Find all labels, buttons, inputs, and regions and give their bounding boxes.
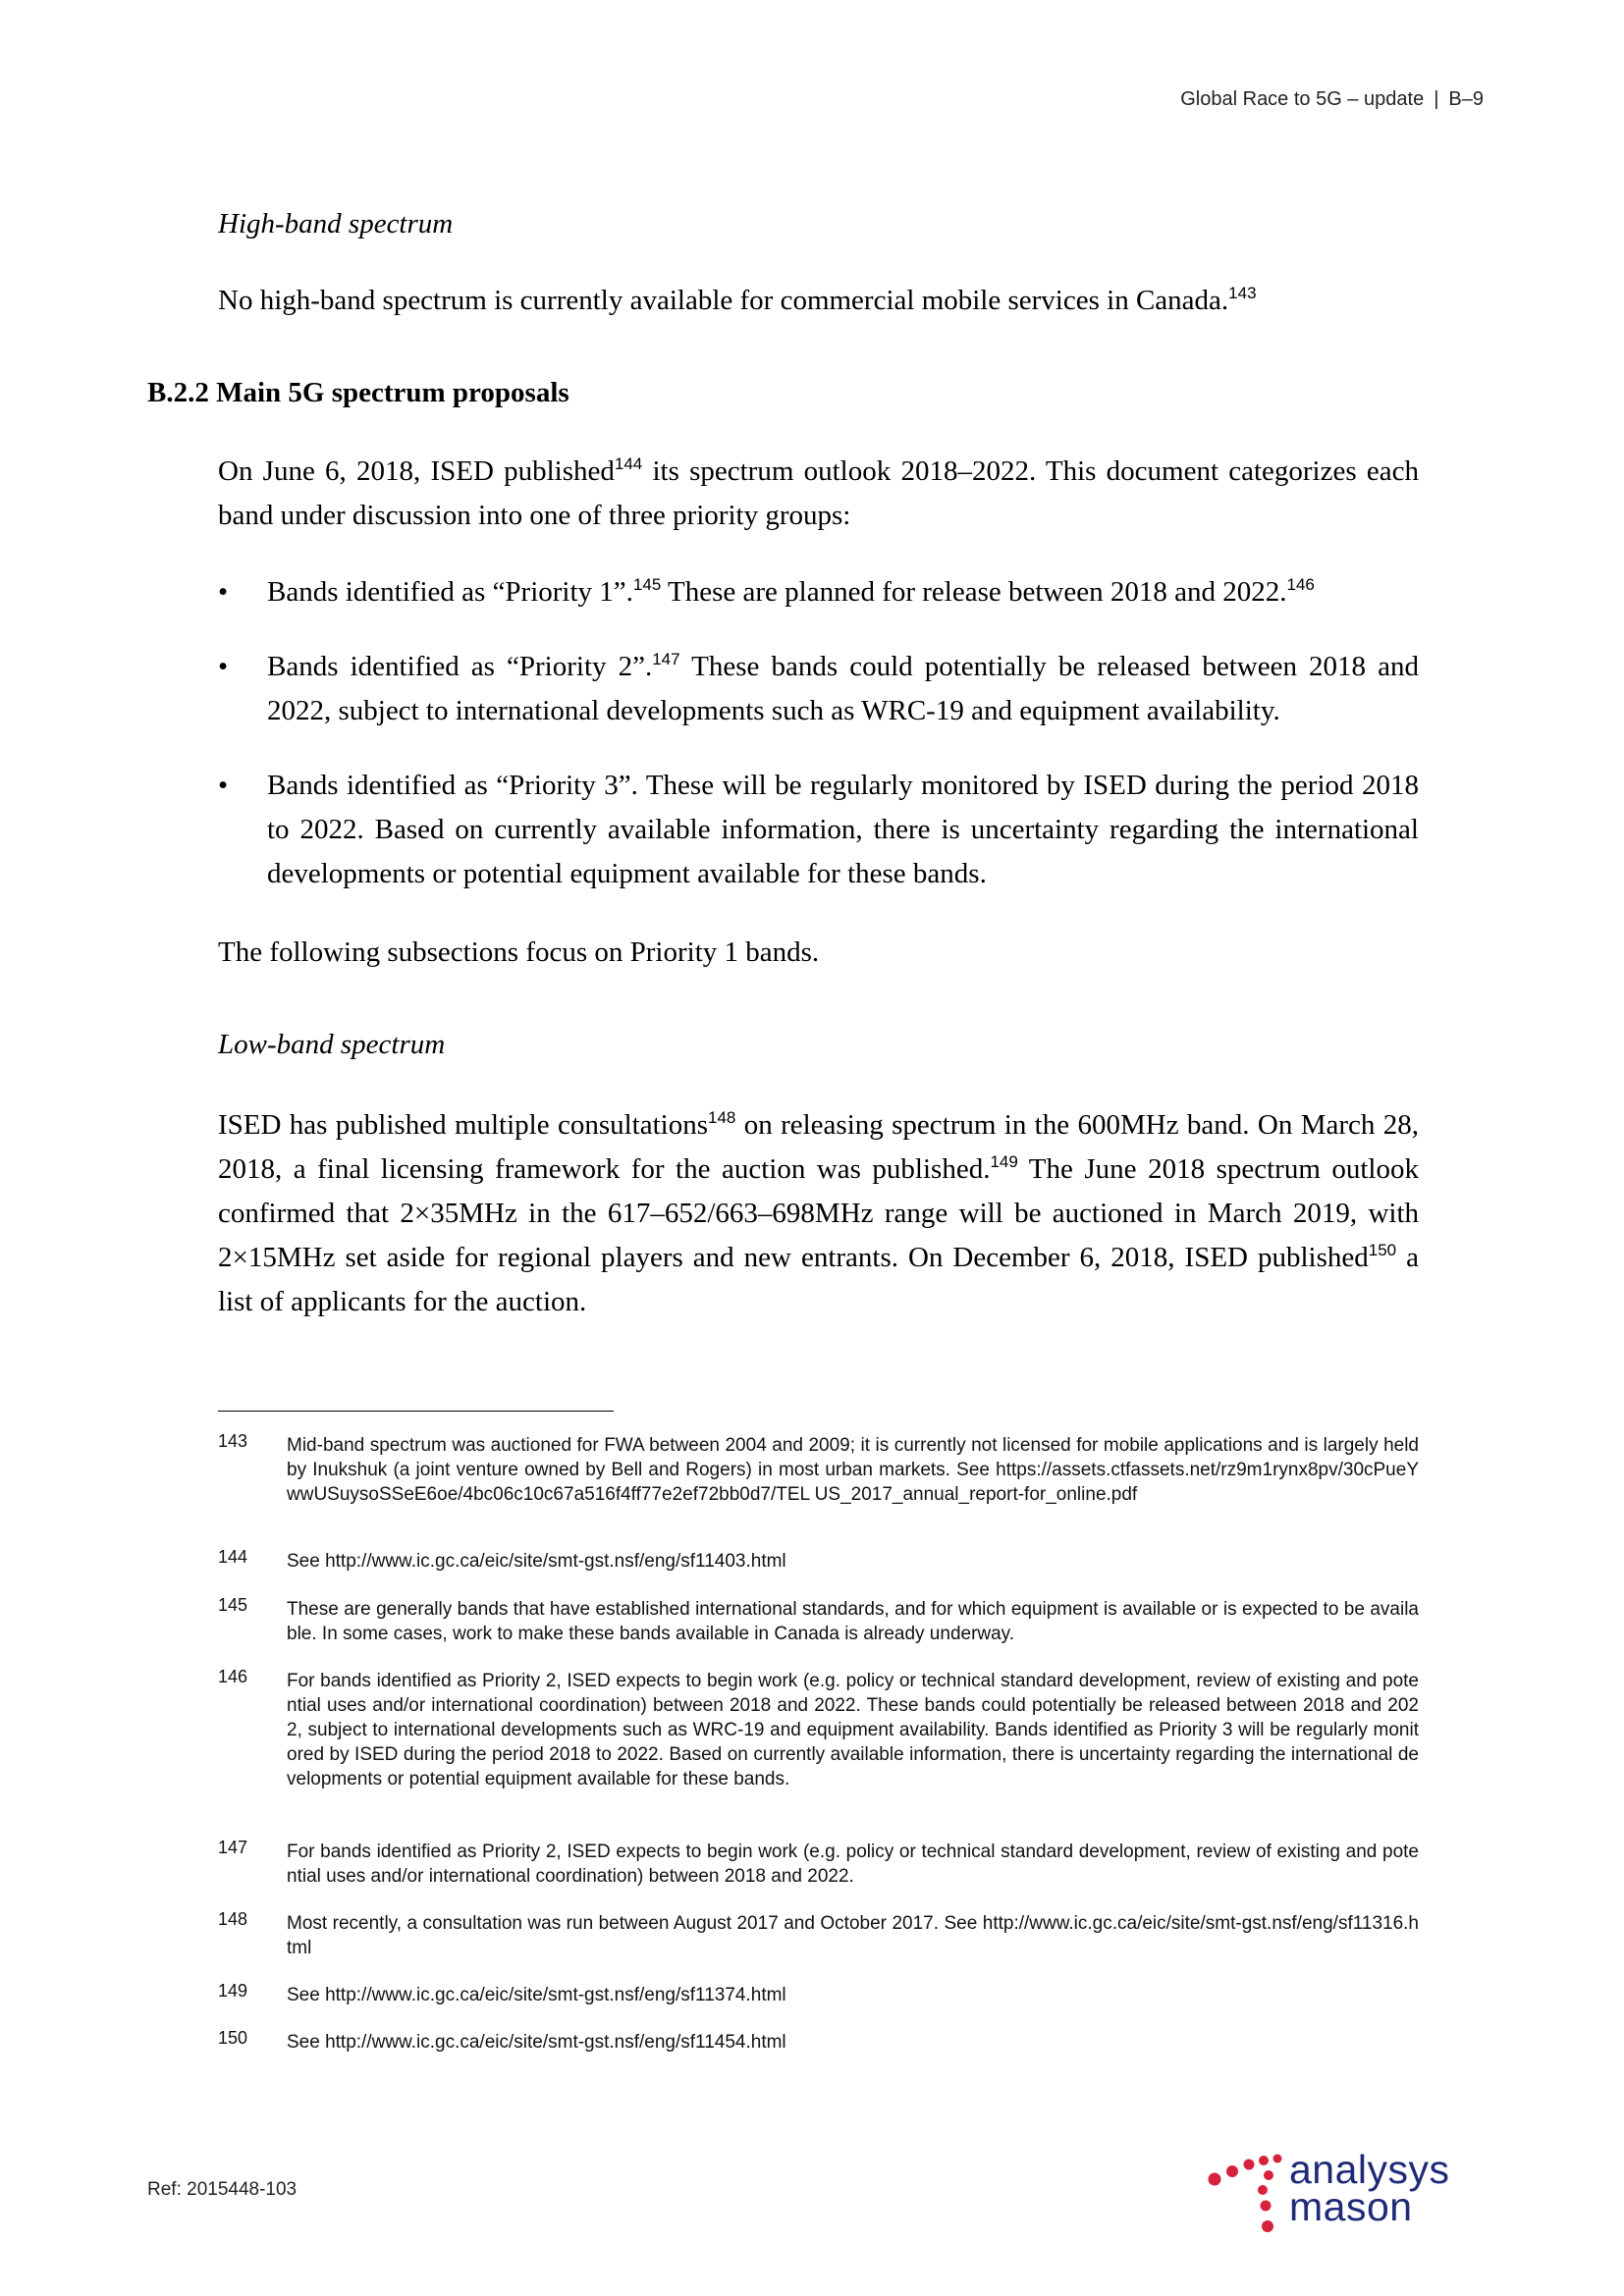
footnote-text: These are generally bands that have established international standards, and for which equipment is available or is expected to be available. In some cases, work to make these bands available in Canada is already underway. <box>287 1599 1419 1644</box>
footnote-ref-148[interactable]: 148 <box>708 1108 736 1127</box>
footnote-148 <box>218 1911 1419 1960</box>
subsections-note: The following subsections focus on Priority 1 bands. <box>218 936 820 968</box>
low-band-text-2: on releasing spectrum in the 600MHz band. On March 28, 2018, a final licensing framework for the auction was published. <box>218 1109 1419 1185</box>
footnote-144 <box>218 1549 1419 1574</box>
low-band-paragraph <box>218 1103 1419 1324</box>
footnote-ref-145[interactable]: 145 <box>632 575 662 594</box>
footnote-number: 149 <box>218 1981 248 2001</box>
footnote-ref-146[interactable]: 146 <box>1286 575 1315 594</box>
footnote-143 <box>218 1433 1419 1507</box>
logo-dots-icon <box>1203 2135 1291 2243</box>
footnote-text: See http://www.ic.gc.ca/eic/site/smt-gst.nsf/eng/sf11374.html <box>287 1985 786 2005</box>
header-separator: | <box>1434 88 1439 110</box>
footnote-150 <box>218 2030 1419 2055</box>
footnote-ref-150[interactable]: 150 <box>1368 1241 1397 1259</box>
footnote-text: See http://www.ic.gc.ca/eic/site/smt-gst.nsf/eng/sf11454.html <box>287 2032 786 2053</box>
footnote-number: 148 <box>218 1909 248 1929</box>
bullet-2-text-a: Bands identified as “Priority 2”. <box>267 651 653 682</box>
logo-text-analysys: analysys <box>1289 2147 1450 2192</box>
footnote-145 <box>218 1597 1419 1646</box>
footnote-number: 144 <box>218 1547 248 1567</box>
logo-text-mason: mason <box>1289 2184 1413 2229</box>
footnote-number: 145 <box>218 1595 248 1615</box>
bullet-text <box>267 645 1419 733</box>
bullet-1-text-a: Bands identified as “Priority 1”. <box>267 576 633 608</box>
bullet-item <box>218 645 1419 733</box>
footnote-text: For bands identified as Priority 2, ISED expects to begin work (e.g. policy or technical standard development, review of existing and potential uses and/or international coordination) between 2018 and 2022. These bands could potentially be released between 2018 and 2022, subject to international developments such as WRC-19 and equipment availability. Bands identified as Priority 3 will be regularly monitored by ISED during the period 2018 to 2022. Based on currently available information, there is uncertainty regarding the international developments or potential equipment available for these bands. <box>287 1671 1419 1789</box>
footnote-number: 147 <box>218 1838 248 1857</box>
intro-text-b: its spectrum outlook 2018–2022. This document categorizes each band under discussion into one of three priority groups: <box>218 455 1419 531</box>
bullet-item <box>218 570 1419 614</box>
bullet-icon: • <box>218 651 229 682</box>
low-band-text-4: a list of applicants for the auction. <box>218 1242 1419 1317</box>
footnote-ref-144[interactable]: 144 <box>614 454 643 473</box>
low-band-text-1: ISED has published multiple consultations <box>218 1109 708 1141</box>
footnote-ref-143[interactable]: 143 <box>1228 284 1257 302</box>
footnote-ref-149[interactable]: 149 <box>990 1152 1018 1171</box>
bullet-text <box>267 570 1419 614</box>
footnote-text: For bands identified as Priority 2, ISED expects to begin work (e.g. policy or technical standard development, review of existing and potential uses and/or international coordination) between 2018 and 2022. <box>287 1842 1419 1887</box>
footnote-149 <box>218 1983 1419 2007</box>
bullet-2-text-b: These bands could potentially be released between 2018 and 2022, subject to international developments such as WRC-19 and equipment availability. <box>267 651 1419 726</box>
header-title: Global Race to 5G – update <box>1180 88 1425 110</box>
header-page-number: B–9 <box>1448 88 1484 110</box>
high-band-heading: High-band spectrum <box>218 208 454 240</box>
footnote-ref-147[interactable]: 147 <box>652 650 680 668</box>
low-band-text-3: The June 2018 spectrum outlook confirmed that 2×35MHz in the 617–652/663–698MHz range will be auctioned in March 2019, with 2×15MHz set aside for regional players and new entrants. On December 6, 2018, ISED published <box>218 1153 1419 1273</box>
page-header <box>1180 88 1484 111</box>
footnote-text: See http://www.ic.gc.ca/eic/site/smt-gst.nsf/eng/sf11403.html <box>287 1551 786 1572</box>
high-band-text: No high-band spectrum is currently available for commercial mobile services in Canada. <box>218 285 1229 316</box>
bullet-icon: • <box>218 576 229 608</box>
footnote-text: Mid-band spectrum was auctioned for FWA between 2004 and 2009; it is currently not licensed for mobile applications and is largely held by Inukshuk (a joint venture owned by Bell and Rogers) in most urban markets. See https://assets.ctfassets.net/rz9m1rynx8pv/30cPueYwwUSuysoSSeE6oe/4bc06c10c67a516f4ff77e2ef72bb0d7/TEL US_2017_annual_report-for_online.pdf <box>287 1435 1419 1505</box>
footnote-number: 143 <box>218 1431 248 1451</box>
footnote-number: 150 <box>218 2028 248 2048</box>
section-heading: B.2.2 Main 5G spectrum proposals <box>147 377 569 408</box>
intro-text-a: On June 6, 2018, ISED published <box>218 455 615 487</box>
footnote-text: Most recently, a consultation was run between August 2017 and October 2017. See http://www.ic.gc.ca/eic/site/smt-gst.nsf/eng/sf11316.html <box>287 1913 1419 1958</box>
bullet-3-text: Bands identified as “Priority 3”. These will be regularly monitored by ISED during the period 2018 to 2022. Based on currently available information, there is uncertainty regarding the international developments or potential equipment available for these bands. <box>267 770 1419 889</box>
high-band-paragraph <box>218 279 1419 323</box>
footnote-147 <box>218 1840 1419 1889</box>
footnote-number: 146 <box>218 1667 248 1686</box>
intro-paragraph <box>218 450 1419 538</box>
low-band-heading: Low-band spectrum <box>218 1029 446 1060</box>
bullet-item <box>218 764 1419 896</box>
reference-number: Ref: 2015448-103 <box>147 2179 298 2200</box>
bullet-1-text-b: These are planned for release between 2018 and 2022. <box>661 576 1287 608</box>
bullet-icon: • <box>218 770 229 801</box>
company-logo <box>1203 2135 1517 2243</box>
footnote-146 <box>218 1669 1419 1791</box>
footnote-divider <box>218 1411 614 1412</box>
